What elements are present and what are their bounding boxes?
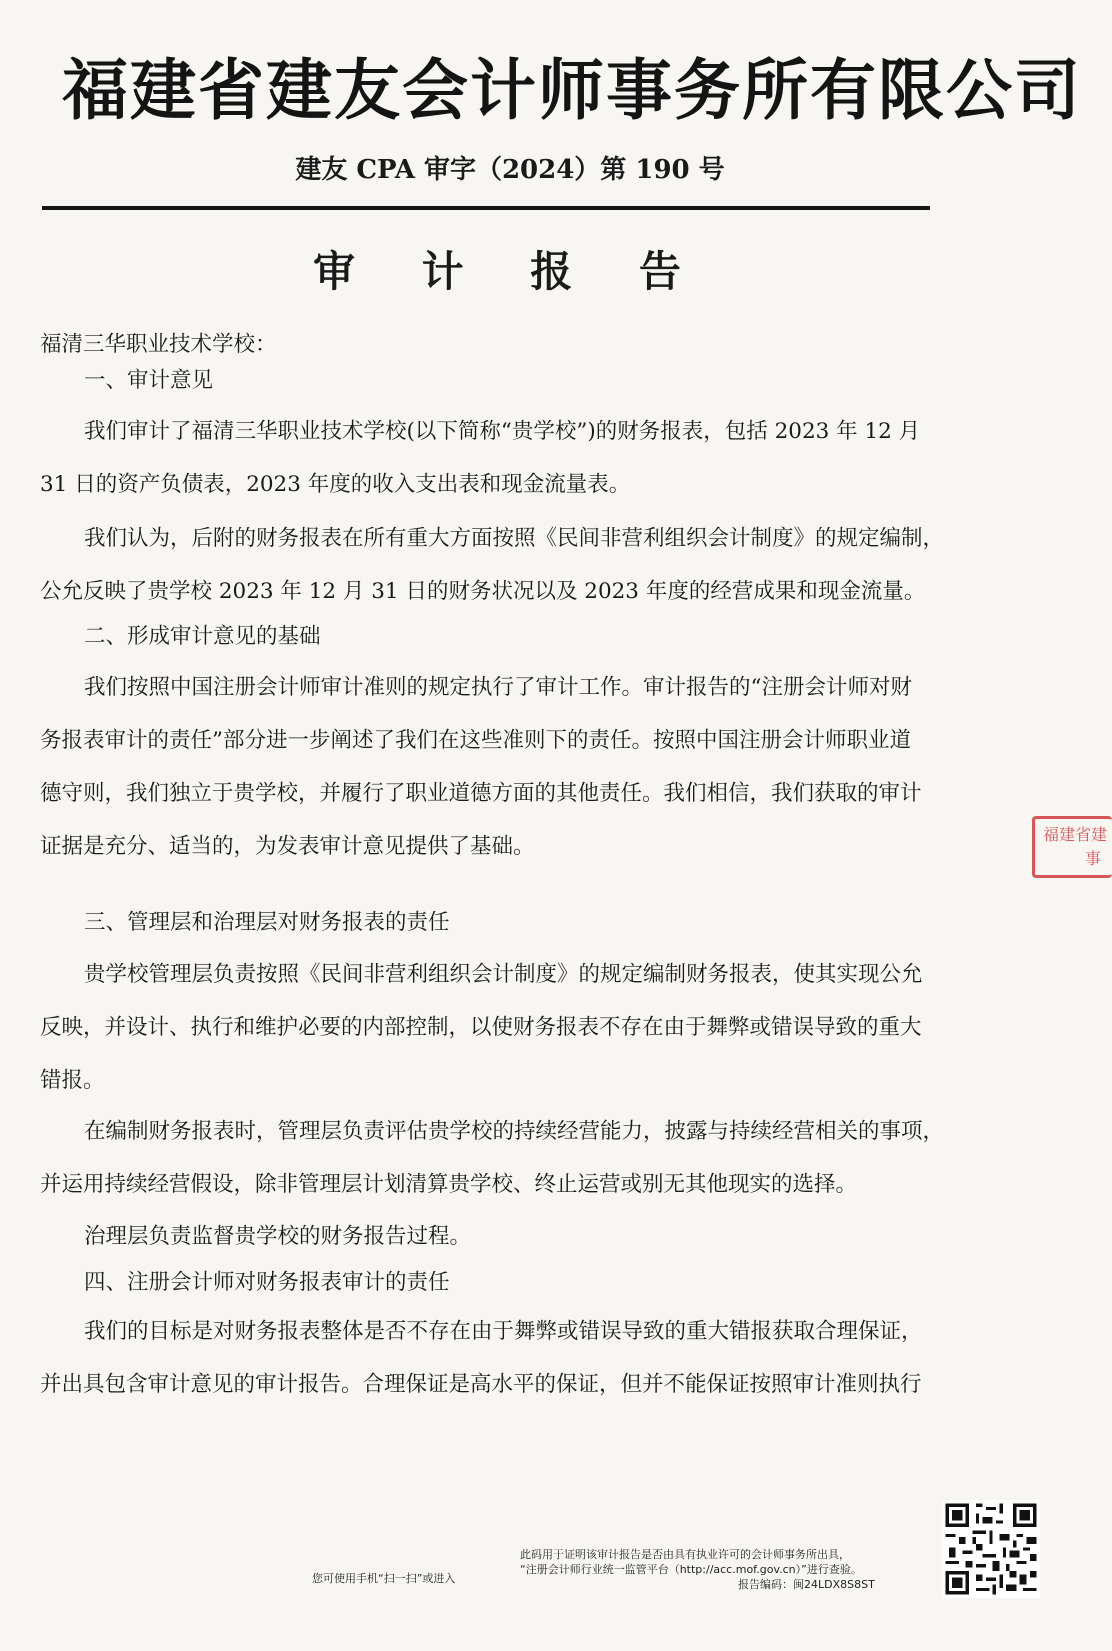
paragraph-audit-scope [40,405,984,511]
paragraph-auditor-objective [40,1305,984,1411]
addressee: 福清三华职业技术学校： [40,332,277,357]
qr-code-icon[interactable] [942,1500,1040,1598]
report-code: 报告编码：闽24LDX8S8ST [738,1578,875,1591]
text-line: 错报。 [40,1068,105,1093]
text-line: 我们认为，后附的财务报表在所有重大方面按照《民间非营利组织会计制度》的规定编制， [84,526,945,551]
footer-line: “注册会计师行业统一监管平台（http://acc.mof.gov.cn）”进行查验。 [520,1563,862,1576]
text-line: 德守则，我们独立于贵学校，并履行了职业道德方面的其他责任。我们相信，我们获取的审计 [40,781,922,806]
stamp-text: 事 [1085,849,1102,868]
header-divider [42,206,930,210]
text-line: 证据是充分、适当的，为发表审计意见提供了基础。 [40,834,535,859]
text-line: 贵学校管理层负责按照《民间非营利组织会计制度》的规定编制财务报表，使其实现公允 [84,962,923,987]
text-line: 反映，并设计、执行和维护必要的内部控制，以使财务报表不存在由于舞弊或错误导致的重大 [40,1015,922,1040]
text-line: 并运用持续经营假设，除非管理层计划清算贵学校、终止运营或别无其他现实的选择。 [40,1172,858,1197]
text-line: 31 日的资产负债表，2023 年度的收入支出表和现金流量表。 [40,472,631,497]
section-heading-management-responsibility: 三、管理层和治理层对财务报表的责任 [84,910,450,935]
paragraph-going-concern [40,1105,984,1211]
document-number: 建友 CPA 审字（2024）第 190 号 [295,155,725,185]
footer-scan-hint: 您可使用手机“扫一扫”或进入 [312,1572,456,1585]
text-line: 并出具包含审计意见的审计报告。合理保证是高水平的保证，但并不能保证按照审计准则执行 [40,1372,922,1397]
text-line: 公允反映了贵学校 2023 年 12 月 31 日的财务状况以及 2023 年度的经营成果和现金流量。 [40,579,926,604]
section-heading-auditor-responsibility: 四、注册会计师对财务报表审计的责任 [84,1270,450,1295]
text-line: 治理层负责监督贵学校的财务报告过程。 [84,1224,472,1249]
paragraph-management-duty [40,948,984,1107]
text-line: 我们按照中国注册会计师审计准则的规定执行了审计工作。审计报告的“注册会计师对财 [84,675,912,700]
footer-verification-note [520,1547,940,1592]
section-heading-basis: 二、形成审计意见的基础 [84,624,321,649]
text-line: 我们的目标是对财务报表整体是否不存在由于舞弊或错误导致的重大错报获取合理保证， [84,1319,923,1344]
red-seal-stamp [1032,816,1112,878]
paragraph-governance [40,1210,984,1263]
report-title: 审 计 报 告 [313,247,707,296]
stamp-text: 福建省建 [1043,825,1108,844]
paragraph-opinion [40,512,984,618]
paragraph-basis [40,661,984,873]
firm-name: 福建省建友会计师事务所有限公司 [62,52,1082,129]
text-line: 务报表审计的责任”部分进一步阐述了我们在这些准则下的责任。按照中国注册会计师职业道 [40,728,911,753]
section-heading-audit-opinion: 一、审计意见 [84,368,214,393]
footer-line: 此码用于证明该审计报告是否由具有执业许可的会计师事务所出具， [520,1548,850,1561]
text-line: 在编制财务报表时，管理层负责评估贵学校的持续经营能力，披露与持续经营相关的事项， [84,1119,945,1144]
text-line: 我们审计了福清三华职业技术学校(以下简称“贵学校”)的财务报表，包括 2023 年 12 月 [84,419,921,444]
